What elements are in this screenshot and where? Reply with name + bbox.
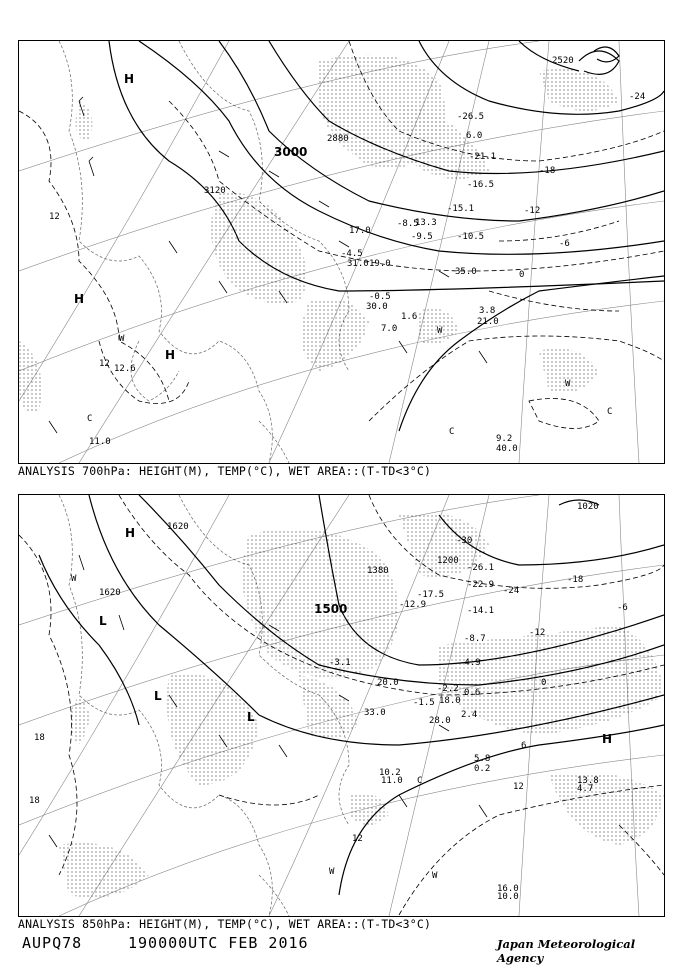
caption-850hpa: ANALYSIS 850hPa: HEIGHT(M), TEMP(°C), WET AREA::(T-TD<3°C): [18, 917, 432, 931]
analysis-time: 190000UTC FEB 2016: [128, 934, 309, 952]
station-value: -4.9: [459, 658, 481, 668]
warm-center: W: [119, 334, 125, 344]
high-pressure-center: H: [74, 292, 85, 306]
station-value: -9.5: [411, 232, 433, 242]
station-value: -14.1: [467, 606, 495, 616]
high-pressure-center: H: [125, 526, 136, 540]
station-value: -10.5: [457, 232, 485, 242]
station-value: -8.5: [397, 219, 419, 229]
temperature-label: 6: [521, 741, 527, 751]
station-value: 10.0: [497, 892, 519, 902]
height-label: 1620: [167, 522, 189, 532]
station-value: -12.9: [399, 600, 427, 610]
high-pressure-center: H: [165, 348, 176, 362]
station-value: 3.8: [479, 306, 496, 316]
coastline: [59, 41, 349, 463]
station-value: 0.2: [474, 764, 491, 774]
temperature-label: -24: [503, 586, 520, 596]
temperature-label: -30: [456, 536, 473, 546]
station-value: 35.0: [455, 267, 477, 277]
height-label: 2520: [552, 56, 574, 66]
temperature-label: 18: [34, 733, 45, 743]
height-label: 1620: [99, 588, 121, 598]
warm-center: W: [71, 574, 77, 584]
height-label: 2880: [327, 134, 349, 144]
station-value: -4.5: [341, 249, 363, 259]
station-value: 19.0: [369, 259, 391, 269]
station-value: -26.1: [467, 563, 495, 573]
low-pressure-center: L: [247, 710, 255, 724]
station-value: 20.0: [377, 678, 399, 688]
high-pressure-center: H: [602, 732, 613, 746]
station-value: 28.0: [429, 716, 451, 726]
station-value: -22.9: [467, 580, 495, 590]
station-value: -2.2: [437, 684, 459, 694]
high-pressure-center: H: [124, 72, 135, 86]
temperature-label: -24: [629, 92, 646, 102]
station-value: 0.6: [464, 688, 481, 698]
station-value: 31.0: [347, 259, 369, 269]
height-label: 3120: [204, 186, 226, 196]
temperature-label: 12: [99, 359, 110, 369]
warm-center: W: [565, 379, 571, 389]
station-value: 13.3: [415, 218, 437, 228]
station-value: 16.0: [497, 884, 519, 894]
station-value: 30.0: [366, 302, 388, 312]
station-value: 18.0: [439, 696, 461, 706]
station-value: -1.5: [413, 698, 435, 708]
map-panel-850hpa: [18, 494, 665, 917]
temperature-label: -18: [567, 575, 584, 585]
station-value: 11.0: [89, 437, 111, 447]
station-value: 9.2: [496, 434, 513, 444]
warm-center: W: [432, 871, 438, 881]
temperature-label: 0: [541, 678, 547, 688]
warm-center: W: [437, 326, 443, 336]
station-value: -0.5: [369, 292, 391, 302]
station-value: -17.5: [417, 590, 445, 600]
temperature-label: 12: [352, 834, 363, 844]
temperature-label: -6: [617, 603, 628, 613]
station-value: -8.7: [464, 634, 486, 644]
station-value: 5.8: [474, 754, 491, 764]
height-label: 1380: [367, 566, 389, 576]
temperature-label: 18: [29, 796, 40, 806]
map-850hpa-chart: [19, 495, 664, 916]
cold-center: C: [449, 427, 455, 437]
station-value: 11.0: [381, 776, 403, 786]
station-value: 7.0: [381, 324, 398, 334]
station-value: 12.6: [114, 364, 136, 374]
station-value: -26.5: [457, 112, 485, 122]
station-value: 4.7: [577, 784, 594, 794]
temperature-label: 12: [513, 782, 524, 792]
caption-700hpa: ANALYSIS 700hPa: HEIGHT(M), TEMP(°C), WET AREA::(T-TD<3°C): [18, 464, 432, 478]
height-label: 3000: [274, 145, 308, 159]
agency-name: Japan Meteorological Agency: [497, 937, 636, 965]
station-value: -15.1: [447, 204, 475, 214]
station-value: 40.0: [496, 444, 518, 454]
cold-center: C: [607, 407, 613, 417]
station-value: -3.1: [329, 658, 351, 668]
temperature-label: 12: [49, 212, 60, 222]
station-value: 33.0: [364, 708, 386, 718]
station-value: -16.5: [467, 180, 495, 190]
warm-center: W: [329, 867, 335, 877]
height-label: 1500: [314, 602, 348, 616]
temperature-label: -18: [539, 166, 556, 176]
temperature-label: 0: [519, 270, 525, 280]
station-value: 6.0: [466, 131, 483, 141]
temperature-label: -12: [524, 206, 541, 216]
height-label: 1020: [577, 502, 599, 512]
height-label: 1200: [437, 556, 459, 566]
temperature-label: -12: [529, 628, 546, 638]
station-value: 2.4: [461, 710, 478, 720]
chart-code: AUPQ78: [22, 934, 83, 952]
low-pressure-center: L: [99, 614, 107, 628]
station-value: 10.2: [379, 768, 401, 778]
station-value: 13.8: [577, 776, 599, 786]
map-700hpa-chart: [19, 41, 664, 463]
station-value: 17.0: [349, 226, 371, 236]
station-value: 21.0: [477, 317, 499, 327]
station-value: 1.6: [401, 312, 418, 322]
station-value: -21.1: [469, 152, 497, 162]
temperature-label: -6: [559, 239, 570, 249]
cold-center: C: [417, 776, 423, 786]
cold-center: C: [87, 414, 93, 424]
map-panel-700hpa: [18, 40, 665, 464]
low-pressure-center: L: [154, 689, 162, 703]
